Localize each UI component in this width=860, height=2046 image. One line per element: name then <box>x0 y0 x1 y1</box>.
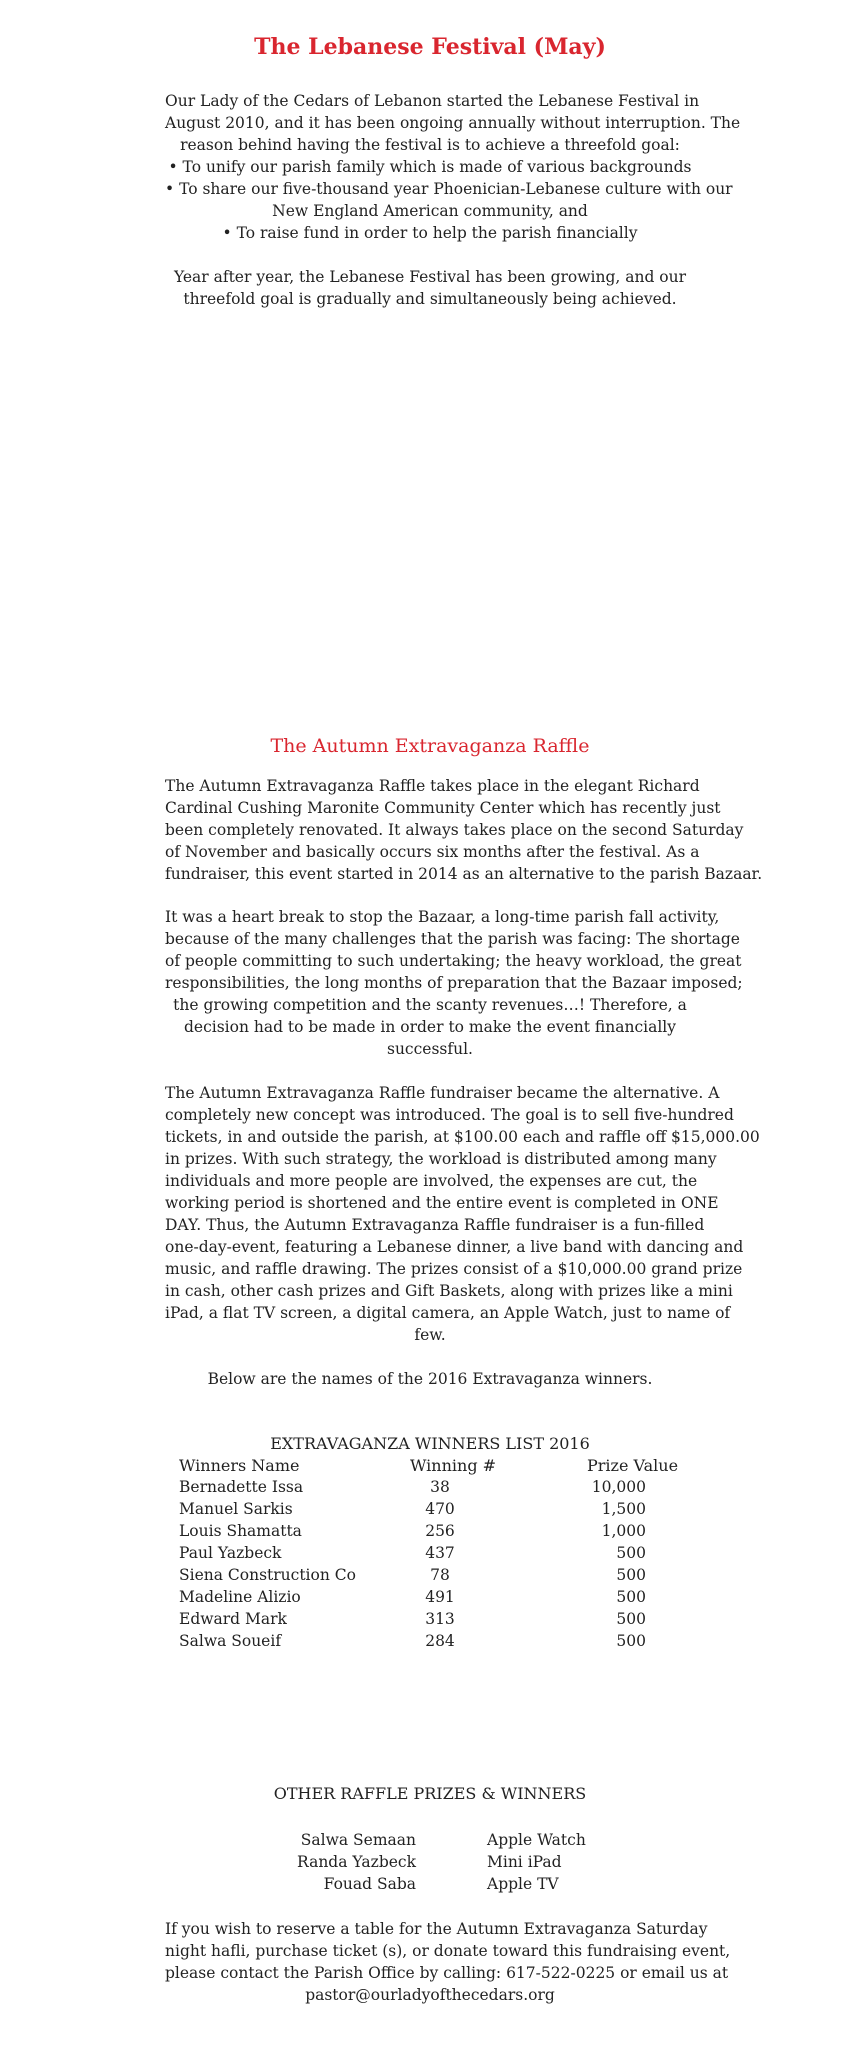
text-line: please contact the Parish Office by calling: 617-522-0225 or email us at <box>165 1964 729 1982</box>
text-line: If you wish to reserve a table for the Autumn Extravaganza Saturday <box>165 1920 708 1938</box>
text-line: because of the many challenges that the parish was facing: The shortage <box>165 930 740 948</box>
contact-email: pastor@ourladyofthecedars.org <box>305 1986 555 2004</box>
text-line: reason behind having the festival is to achieve a threefold goal: <box>180 136 680 154</box>
goal-bullet: • To share our five-thousand year Phoenician-Lebanese culture with our <box>165 180 733 198</box>
prize-name: Apple Watch <box>487 1831 586 1849</box>
goal-bullet: • To raise fund in order to help the parish financially <box>222 224 638 242</box>
text-line: in prizes. With such strategy, the workload is distributed among many <box>165 1150 717 1168</box>
text-line: of people committing to such undertaking; the heavy workload, the great <box>165 952 742 970</box>
winner-name: Bernadette Issa <box>179 1478 304 1496</box>
prize-winner-name: Salwa Semaan <box>300 1831 416 1849</box>
prize-winner-name: Fouad Saba <box>323 1875 416 1893</box>
prize-value: 500 <box>616 1610 646 1628</box>
column-header-number: Winning # <box>410 1456 497 1475</box>
table-row <box>0 1500 860 1522</box>
text-line: iPad, a flat TV screen, a digital camera, an Apple Watch, just to name of <box>165 1304 731 1322</box>
text-line: threefold goal is gradually and simultaneously being achieved. <box>183 290 677 308</box>
prize-value: 500 <box>616 1588 646 1606</box>
prize-value: 10,000 <box>591 1478 646 1496</box>
winner-name: Salwa Soueif <box>179 1632 282 1650</box>
winner-name: Louis Shamatta <box>179 1522 302 1540</box>
text-line: completely new concept was introduced. The goal is to sell five-hundred <box>165 1106 734 1124</box>
winner-name: Paul Yazbeck <box>179 1544 282 1562</box>
table-row <box>0 1478 860 1500</box>
contact-paragraph <box>165 1918 731 2006</box>
prize-value: 1,500 <box>601 1500 646 1518</box>
raffle-paragraph-3 <box>165 1082 760 1390</box>
winning-number: 284 <box>425 1632 455 1650</box>
winning-number: 437 <box>425 1544 455 1562</box>
text-line: New England American community, and <box>272 202 588 220</box>
festival-intro <box>165 90 741 244</box>
prize-name: Mini iPad <box>487 1853 562 1871</box>
table-row <box>0 1522 860 1544</box>
list-item <box>0 1831 860 1853</box>
raffle-paragraph-1 <box>165 775 763 885</box>
table-row <box>0 1610 860 1632</box>
text-line: night hafli, purchase ticket (s), or donate toward this fundraising event, <box>165 1942 731 1960</box>
winners-table <box>0 1478 860 1654</box>
text-line: music, and raffle drawing. The prizes consist of a $10,000.00 grand prize <box>165 1260 743 1278</box>
prize-winner-name: Randa Yazbeck <box>297 1853 416 1871</box>
text-line: working period is shortened and the entire event is completed in ONE <box>165 1194 719 1212</box>
text-line: one-day-event, featuring a Lebanese dinner, a live band with dancing and <box>165 1238 744 1256</box>
text-line: The Autumn Extravaganza Raffle fundraiser became the alternative. A <box>165 1084 720 1102</box>
table-row <box>0 1544 860 1566</box>
text-line: decision had to be made in order to make the event financially <box>183 1018 677 1036</box>
text-line: DAY. Thus, the Autumn Extravaganza Raffle fundraiser is a fun-filled <box>165 1216 705 1234</box>
winning-number: 491 <box>425 1588 455 1606</box>
text-line: few. <box>414 1326 446 1344</box>
prize-value: 500 <box>616 1632 646 1650</box>
text-line: Cardinal Cushing Maronite Community Center which has recently just <box>165 799 721 817</box>
table-row <box>0 1632 860 1654</box>
winner-name: Siena Construction Co <box>179 1566 356 1584</box>
text-line: of November and basically occurs six months after the festival. As a <box>165 843 700 861</box>
other-prizes-heading: OTHER RAFFLE PRIZES & WINNERS <box>273 1784 587 1803</box>
table-row <box>0 1566 860 1588</box>
prize-name: Apple TV <box>487 1875 559 1893</box>
text-line: been completely renovated. It always takes place on the second Saturday <box>165 821 744 839</box>
winners-table-header <box>0 1456 860 1478</box>
winner-name: Manuel Sarkis <box>179 1500 293 1518</box>
list-item <box>0 1875 860 1897</box>
text-line: successful. <box>387 1040 473 1058</box>
text-line: the growing competition and the scanty revenues…! Therefore, a <box>173 996 687 1014</box>
text-line: The Autumn Extravaganza Raffle takes place in the elegant Richard <box>165 777 700 795</box>
prize-value: 500 <box>616 1566 646 1584</box>
winning-number: 256 <box>425 1522 455 1540</box>
text-line: Year after year, the Lebanese Festival has been growing, and our <box>173 268 687 286</box>
winning-number: 38 <box>430 1478 450 1496</box>
text-line: It was a heart break to stop the Bazaar, a long-time parish fall activity, <box>165 908 720 926</box>
text-line: in cash, other cash prizes and Gift Baskets, along with prizes like a mini <box>165 1282 733 1300</box>
winning-number: 313 <box>425 1610 455 1628</box>
winning-number: 78 <box>430 1566 450 1584</box>
text-line: August 2010, and it has been ongoing annually without interruption. The <box>165 114 741 132</box>
text-line: Our Lady of the Cedars of Lebanon started the Lebanese Festival in <box>165 92 700 110</box>
text-line: individuals and more people are involved, the expenses are cut, the <box>165 1172 698 1190</box>
winners-intro: Below are the names of the 2016 Extravaganza winners. <box>207 1370 653 1388</box>
raffle-title: The Autumn Extravaganza Raffle <box>270 735 590 757</box>
prize-value: 500 <box>616 1544 646 1562</box>
winning-number: 470 <box>425 1500 455 1518</box>
goal-bullet: • To unify our parish family which is made of various backgrounds <box>168 158 692 176</box>
column-header-prize: Prize Value <box>587 1456 679 1475</box>
other-prizes-list <box>0 1831 860 1897</box>
festival-closing <box>165 266 695 310</box>
column-header-name: Winners Name <box>179 1456 300 1475</box>
list-item <box>0 1853 860 1875</box>
raffle-paragraph-2 <box>165 906 743 1060</box>
table-row <box>0 1588 860 1610</box>
text-line: fundraiser, this event started in 2014 as an alternative to the parish Bazaar. <box>165 865 763 883</box>
festival-title: The Lebanese Festival (May) <box>254 34 606 60</box>
text-line: tickets, in and outside the parish, at $100.00 each and raffle off $15,000.00 <box>165 1128 760 1146</box>
text-line: responsibilities, the long months of preparation that the Bazaar imposed; <box>165 974 743 992</box>
winners-list-heading: EXTRAVAGANZA WINNERS LIST 2016 <box>270 1434 590 1453</box>
winner-name: Edward Mark <box>179 1610 287 1628</box>
winner-name: Madeline Alizio <box>179 1588 301 1606</box>
prize-value: 1,000 <box>601 1522 646 1540</box>
